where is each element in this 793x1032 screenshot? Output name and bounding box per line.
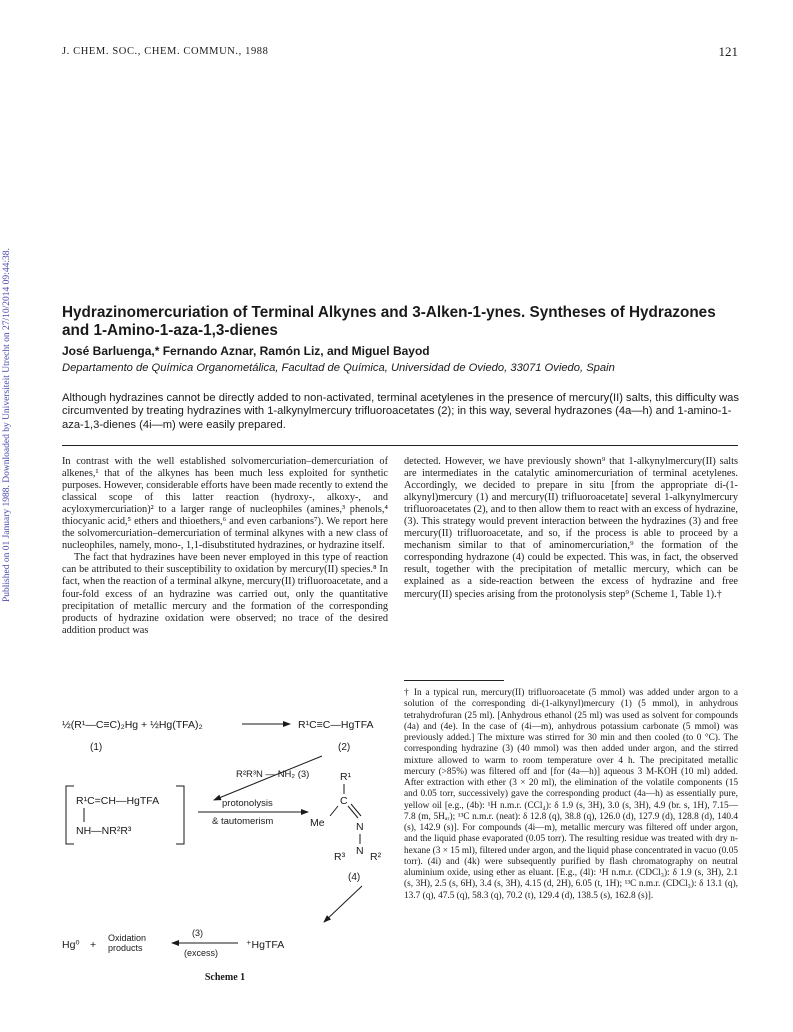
- reagent-3-label: (3): [192, 928, 203, 938]
- intermediate-bottom: NH—NR²R³: [76, 825, 132, 837]
- plus-sign: +: [90, 939, 97, 951]
- hydrazone-r1: R¹: [340, 771, 352, 783]
- author-list: José Barluenga,* Fernando Aznar, Ramón Liz, and Miguel Bayod: [62, 344, 430, 358]
- reactant-1-formula: ½(R¹—C≡C)₂Hg + ½Hg(TFA)₂: [62, 719, 203, 731]
- step-label-tautomerism: & tautomerism: [212, 816, 274, 827]
- reaction-scheme: [52, 700, 394, 990]
- hgtfa-ion: ⁺HgTFA: [246, 939, 285, 951]
- step-label-protonolysis: protonolysis: [222, 798, 273, 809]
- affiliation: Departamento de Química Organometálica, Facultad de Química, Universidad de Oviedo, 33071 Oviedo, Spain: [62, 362, 615, 374]
- paragraph: In contrast with the well established solvomercuriation–demercuriation of alkenes,¹ that of the alkynes has been much less exploited for synthetic purposes. However, considerable efforts have been made recently to extend the classical scope of this latter reaction (hydroxy-, alkoxy-, and acyloxymercuriation)² to a larger range of nucleophiles (amines,³ phenols,⁴ thiocyanic acid,⁵ ethers and thioethers,⁶ and even carbanions⁷). We report here the solvomercuriation–demercuriation of terminal alkynes with a new class of nucleophiles, namely, mono-, 1,1-disubstituted hydrazines, or hydrazine itself.: [62, 456, 388, 552]
- oxidation-label-1: Oxidation: [108, 933, 147, 943]
- compound-label-2: (2): [338, 742, 351, 753]
- hydrazone-n1: N: [356, 821, 364, 833]
- footnote-rule: [404, 680, 504, 681]
- hydrazone-bond-2: [330, 806, 338, 816]
- reaction-arrow-4: [324, 886, 362, 922]
- excess-label: (excess): [184, 948, 219, 958]
- intermediate-top: R¹C=CH—HgTFA: [76, 795, 160, 807]
- mercury-metal: Hg⁰: [62, 939, 80, 951]
- hydrazine-reagent: R²R³N — NH₂ (3): [236, 769, 310, 780]
- footnote: † In a typical run, mercury(II) trifluoroacetate (5 mmol) was added under argon to a solution of the corresponding di-(1-alkynyl)mercury (1) (5 mmol), in anhydrous tetrahydrofuran (25 ml). [Anhydrous ethanol (25 ml) was used as solvent for compounds (4a) and (4e). In the case of (4i—m), anhydrous potassium carbonate (5 mmol) was previously added.] The mixture was stirred for 30 min and then cooled (to 0 °C). The corresponding hydrazine (3) (40 mmol) was then added under argon, and the stirred mixture allowed to warm to room temperature over 4 h. The precipitated metallic mercury (>85%) was filtered off and [for (4a—h)] aqueous 3 M-KOH (10 ml) added. After extraction with ether (3 × 20 ml), the elimination of the volatile components (15 and 0.05 torr, successively) gave the corresponding product (4a—h) as essentially pure, yellow oil [e.g., (4b): ¹H n.m.r. (CCl₄): δ 1.9 (s, 3H), 3.0 (s, 3H), 4.9 (br. s, 1H), 7.15—7.8 (m, 5Hₐᵣ); ¹³C n.m.r. (neat): δ 12.8 (q), 38.8 (q), 126.0 (d), 127.9 (d), 128.8 (d), 140.4 (s), 142.9 (s)]. For compounds (4i—m), metallic mercury was filtered off under argon, and the liquid phase evaporated (0.05 torr). The resulting residue was treated with dry n-hexane (3 × 15 ml), filtered under argon, and the liquid phase concentrated in vacuo (0.05 torr). (4i) and (4k) were subsequently purified by flash chromatography on neutral aluminium oxide, using ether as eluant. [E.g., (4l): ¹H n.m.r. (CDCl₃): δ 1.9 (s, 3H), 2.1 (s, 3H), 2.5 (s, 6H), 3.4 (s, 3H), 4.15 (d, 2H), 6.05 (t, 1H); ¹³C n.m.r. (CDCl₃): δ 13.1 (q), 13.7 (q), 47.5 (q), 58.3 (q), 70.2 (t), 129.4 (d), 138.5 (s), 162.8 (s)].: [404, 688, 738, 901]
- download-notice: Published on 01 January 1988. Downloaded by Universiteit Utrecht on 27/10/2014 09:44:38.: [2, 248, 12, 602]
- bracket-left: [66, 786, 74, 844]
- hydrazone-me: Me: [310, 817, 325, 829]
- left-column: [62, 456, 388, 637]
- hydrazone-r3: R³: [334, 851, 346, 863]
- abstract: Although hydrazines cannot be directly added to non-activated, terminal acetylenes in the presence of mercury(II) salts, this difficulty was circumvented by treating hydrazines with 1-alkynylmercury trifluoroacetates (2); in this way, several hydrazones (4a—h) and 1-amino-1-aza-1,3-dienes (4i—m) were easily prepared.: [62, 392, 739, 431]
- compound-label-1: (1): [90, 742, 103, 753]
- product-2-formula: R¹C≡C—HgTFA: [298, 719, 374, 731]
- hydrazone-r2: R²: [370, 851, 382, 863]
- hydrazone-c: C: [340, 795, 348, 807]
- paragraph: detected. However, we have previously shown⁹ that 1-alkynylmercury(II) salts are intermediates in the catalytic aminomercuriation of terminal acetylenes. Accordingly, we decided to prepare in situ [from the appropriate di-(1-alkynyl)mercury (1) and mercury(II) trifluoroacetate] several 1-alkynylmercury trifluoroacetates (2), and to then allow them to react with an excess of hydrazine, (3). This strategy would prevent interaction between the hydrazines (3) and free mercury(II) trifluoroacetate, and so, if the process is able to proceed by a mechanism similar to that of aminomercuriation,⁹ the formation of the corresponding hydrazone (4) could be expected. This was, in fact, the observed result, together with the precipitation of metallic mercury, which can be explained as a side-reaction between the excess of hydrazine and free mercury(II) species arising from the protonolysis step⁹ (Scheme 1, Table 1).†: [404, 456, 738, 600]
- right-column: [404, 456, 738, 601]
- oxidation-label-2: products: [108, 943, 143, 953]
- scheme-caption: Scheme 1: [204, 972, 246, 983]
- page-number: 121: [718, 44, 738, 59]
- hydrazone-bond-3: [348, 806, 358, 818]
- hydrazone-bond-4: [351, 804, 361, 816]
- hydrazone-n2: N: [356, 845, 364, 857]
- compound-label-4: (4): [348, 872, 361, 883]
- header-rule: [62, 445, 738, 446]
- bracket-right: [176, 786, 184, 844]
- journal-header: J. CHEM. SOC., CHEM. COMMUN., 1988: [62, 46, 269, 57]
- article-title: Hydrazinomercuriation of Terminal Alkynes and 3-Alken-1-ynes. Syntheses of Hydrazones and 1-Amino-1-aza-1,3-dienes: [62, 304, 716, 339]
- paragraph: The fact that hydrazines have been never employed in this type of reaction can be attributed to their susceptibility to oxidation by mercury(II) species.⁸ In fact, when the reaction of a terminal alkyne, mercury(II) trifluoroacetate, and a four-fold excess of an hydrazine was carried out, only the quantitative precipitation of metallic mercury and the formation of the corresponding products of hydrazine oxidation were observed; no trace of the desired addition product was: [62, 552, 388, 636]
- scheme-diagram: [52, 700, 394, 970]
